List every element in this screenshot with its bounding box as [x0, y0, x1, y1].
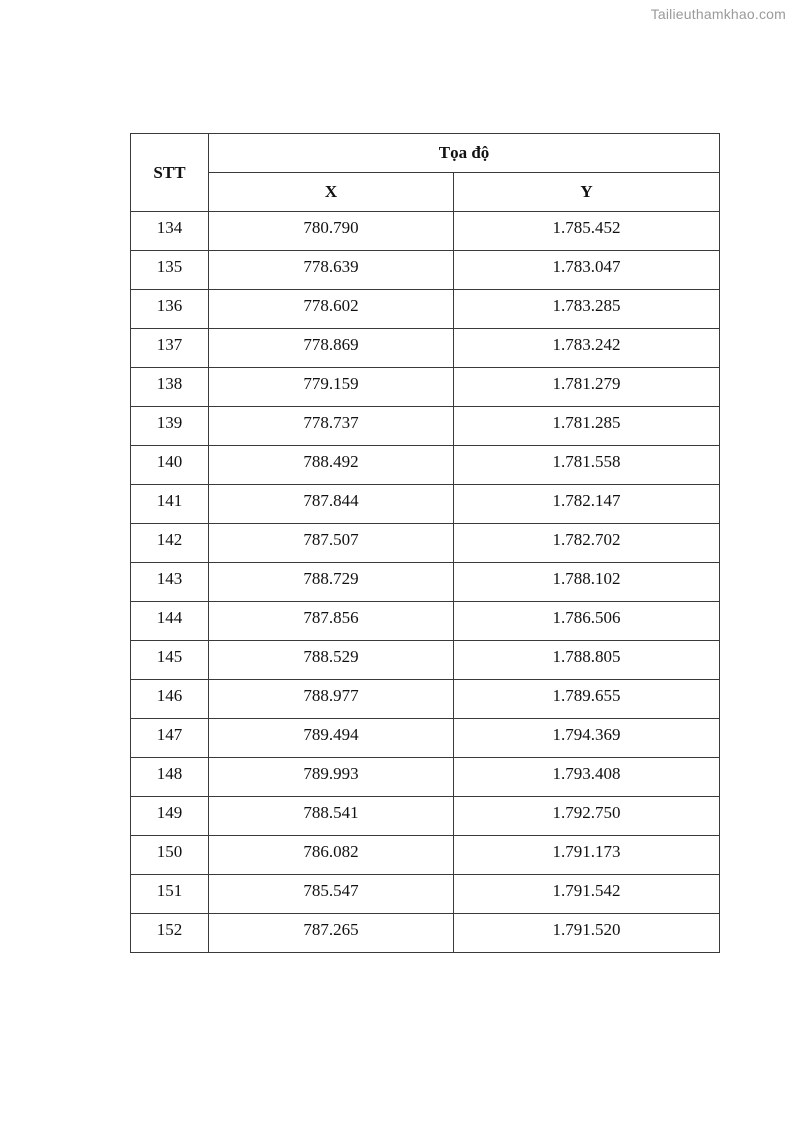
cell-stt: 146 — [131, 680, 209, 719]
table-row — [131, 602, 720, 641]
table-row — [131, 485, 720, 524]
cell-stt: 134 — [131, 212, 209, 251]
cell-stt: 144 — [131, 602, 209, 641]
header-stt: STT — [131, 134, 209, 212]
cell-y: 1.792.750 — [454, 797, 720, 836]
table-row — [131, 368, 720, 407]
cell-y: 1.781.279 — [454, 368, 720, 407]
cell-x: 789.993 — [209, 758, 454, 797]
cell-x: 788.729 — [209, 563, 454, 602]
cell-stt: 150 — [131, 836, 209, 875]
header-y: Y — [454, 173, 720, 212]
header-row-top — [131, 134, 720, 173]
cell-x: 780.790 — [209, 212, 454, 251]
table-row — [131, 758, 720, 797]
cell-x: 788.977 — [209, 680, 454, 719]
cell-y: 1.786.506 — [454, 602, 720, 641]
cell-x: 788.492 — [209, 446, 454, 485]
header-coordinates: Tọa độ — [209, 134, 720, 173]
table-body — [131, 212, 720, 953]
coordinates-table — [130, 133, 720, 953]
cell-y: 1.789.655 — [454, 680, 720, 719]
cell-stt: 135 — [131, 251, 209, 290]
table-row — [131, 407, 720, 446]
cell-stt: 138 — [131, 368, 209, 407]
cell-y: 1.788.805 — [454, 641, 720, 680]
table-row — [131, 290, 720, 329]
table-row — [131, 719, 720, 758]
header-row-sub — [131, 173, 720, 212]
cell-stt: 143 — [131, 563, 209, 602]
cell-y: 1.793.408 — [454, 758, 720, 797]
cell-y: 1.791.542 — [454, 875, 720, 914]
table-header — [131, 134, 720, 212]
cell-x: 787.856 — [209, 602, 454, 641]
cell-x: 789.494 — [209, 719, 454, 758]
cell-y: 1.785.452 — [454, 212, 720, 251]
table-row — [131, 836, 720, 875]
cell-stt: 137 — [131, 329, 209, 368]
cell-stt: 136 — [131, 290, 209, 329]
cell-y: 1.782.147 — [454, 485, 720, 524]
table-row — [131, 680, 720, 719]
cell-x: 788.529 — [209, 641, 454, 680]
cell-x: 778.639 — [209, 251, 454, 290]
table-row — [131, 641, 720, 680]
table-row — [131, 446, 720, 485]
cell-stt: 145 — [131, 641, 209, 680]
cell-stt: 140 — [131, 446, 209, 485]
table-row — [131, 212, 720, 251]
header-x: X — [209, 173, 454, 212]
cell-x: 787.507 — [209, 524, 454, 563]
cell-stt: 141 — [131, 485, 209, 524]
cell-y: 1.781.558 — [454, 446, 720, 485]
cell-x: 779.159 — [209, 368, 454, 407]
cell-stt: 139 — [131, 407, 209, 446]
table-row — [131, 914, 720, 953]
cell-y: 1.791.173 — [454, 836, 720, 875]
cell-x: 786.082 — [209, 836, 454, 875]
cell-stt: 148 — [131, 758, 209, 797]
table-row — [131, 251, 720, 290]
cell-stt: 149 — [131, 797, 209, 836]
cell-y: 1.791.520 — [454, 914, 720, 953]
cell-x: 787.265 — [209, 914, 454, 953]
cell-y: 1.783.242 — [454, 329, 720, 368]
cell-y: 1.783.047 — [454, 251, 720, 290]
cell-stt: 151 — [131, 875, 209, 914]
table-row — [131, 797, 720, 836]
cell-x: 785.547 — [209, 875, 454, 914]
table-row — [131, 875, 720, 914]
table-row — [131, 524, 720, 563]
cell-x: 778.602 — [209, 290, 454, 329]
cell-x: 778.869 — [209, 329, 454, 368]
table-row — [131, 563, 720, 602]
cell-stt: 147 — [131, 719, 209, 758]
cell-stt: 152 — [131, 914, 209, 953]
cell-x: 787.844 — [209, 485, 454, 524]
cell-y: 1.782.702 — [454, 524, 720, 563]
watermark-text: Tailieuthamkhao.com — [650, 6, 786, 22]
cell-x: 788.541 — [209, 797, 454, 836]
cell-y: 1.781.285 — [454, 407, 720, 446]
cell-x: 778.737 — [209, 407, 454, 446]
cell-y: 1.794.369 — [454, 719, 720, 758]
cell-y: 1.783.285 — [454, 290, 720, 329]
cell-stt: 142 — [131, 524, 209, 563]
cell-y: 1.788.102 — [454, 563, 720, 602]
table-row — [131, 329, 720, 368]
